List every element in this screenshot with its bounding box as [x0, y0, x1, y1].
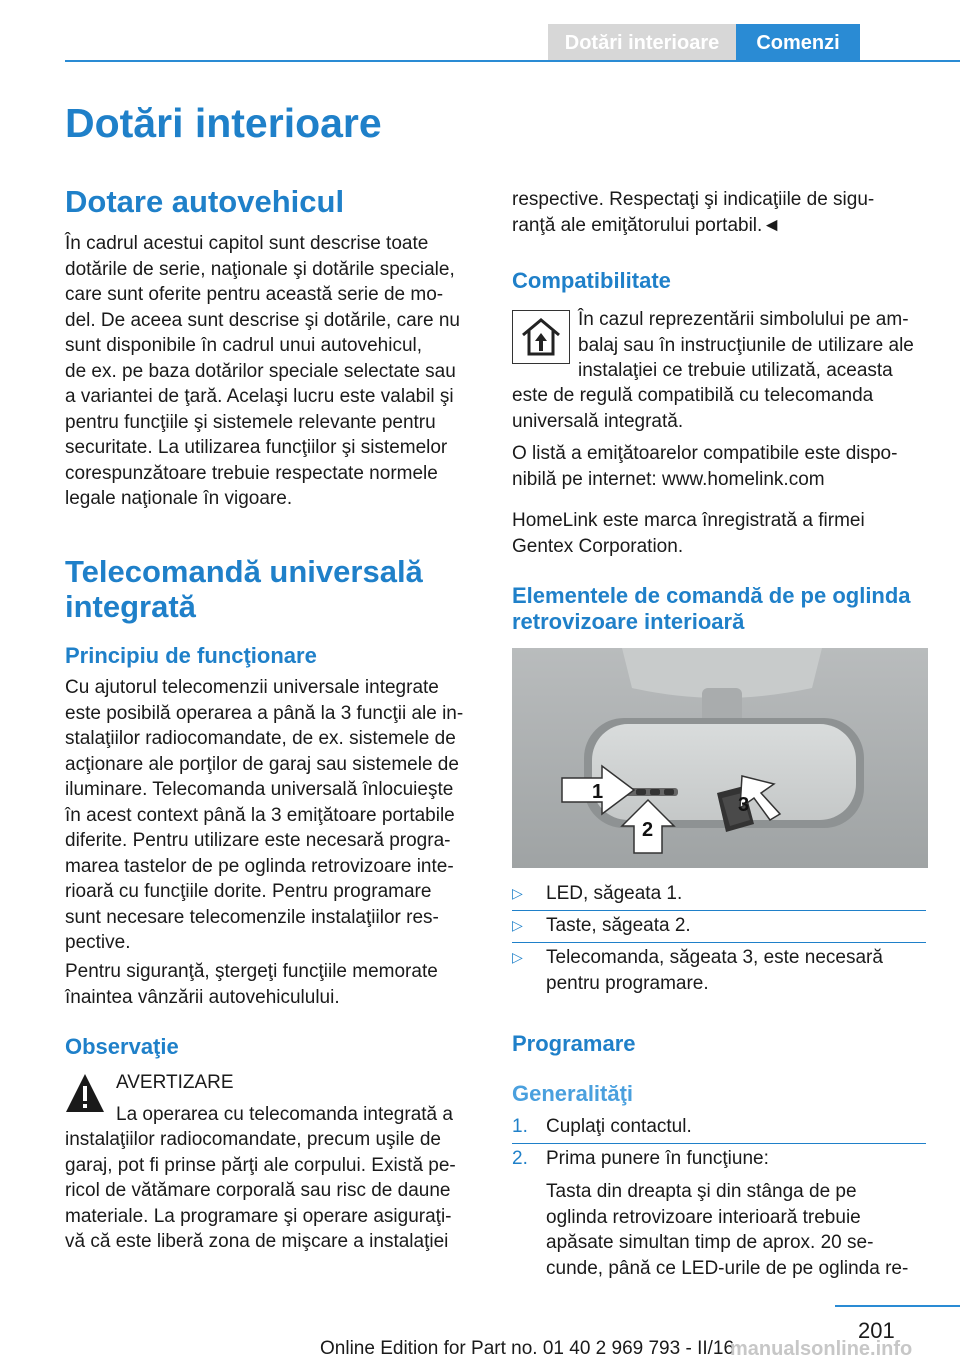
safety-paragraph: Pentru siguranţă, ştergeţi funcţiile memorate înaintea vânzării autovehiculului.: [65, 961, 438, 1008]
section1-paragraph: În cadrul acestui capitol sunt descrise toate dotările de serie, naţionale şi dotările speciale, care sunt oferite pentru această serie de mo‐ del. De aceea sunt descrise şi dotările, care nu sunt disponibile în cadrul unui autovehicul, de ex. pe baza dotărilor speciale selectate sau a variantei de ţară. Acelaşi lucru este valabil şi pentru funcţiile şi sistemele relevante pentru securitate. La utilizarea funcţiilor şi sistemelor corespunzătoare trebuie respectate normele legale naţionale în vigoare.: [65, 233, 460, 509]
section-heading-universal-remote: Telecomandă universală integrată: [65, 554, 423, 624]
principle-paragraph: Cu ajutorul telecomenzii universale integrate este posibilă operarea a până la 3 funcţii ale in‐ stalaţiilor radiocomandate, de ex. sistemele de acţionare ale porţilor de garaj sau sistemele de iluminare. Telecomanda universală înlocuieşte în acest context până la 3 emiţătoare portabile diferite. Pentru utilizare este necesară progra‐ marea tastelor de pe oglinda retrovizoare inte‐ rioară cu funcţiile dorite. Pentru programare sunt necesare telecomenzile instalaţiilor res‐ pective.: [65, 677, 464, 953]
header-chapter-tab: Comenzi: [736, 24, 860, 60]
header-rule: [65, 60, 960, 62]
compatibility-text: este de regulă compatibilă cu telecomanda universală integrată.: [512, 385, 874, 432]
bullet-marker-icon: ▷: [512, 917, 523, 933]
compatibility-text-indented: În cazul reprezentării simbolului pe am‐ balaj sau în instrucţiunile de utilizare ale instalaţiei ce trebuie utilizată, aceasta: [578, 309, 914, 381]
edition-text: Online Edition for Part no. 01 40 2 969 793 - II/16: [320, 1338, 735, 1359]
subheading-programming: Programare: [512, 1031, 636, 1056]
warning-text: instalaţiilor radiocomandate, precum uşile de garaj, pot fi prinse părţi ale corpului. Există pe‐ ricol de vătămare corporală sau risc de daune materiale. La programare şi operare asiguraţi- vă că este liberă zona de mişcare a instalaţiei: [65, 1129, 456, 1252]
subheading-compatibility: Compatibilitate: [512, 268, 671, 293]
warning-title: AVERTIZARE: [116, 1072, 234, 1093]
header-section-tab: Dotări interioare: [548, 24, 736, 60]
trademark-text: HomeLink este marca înregistrată a firmei Gentex Corporation.: [512, 510, 865, 557]
bullet-marker-icon: ▷: [512, 885, 523, 901]
warning-continuation: respective. Respectaţi şi indicaţiile de sigu‐ ranţă ale emiţătorului portabil.◄: [512, 189, 875, 236]
subheading-general: Generalităţi: [512, 1081, 634, 1106]
watermark: manualsonline.info: [730, 1338, 913, 1360]
callout-2: 2: [642, 819, 654, 841]
warning-icon: [65, 1072, 105, 1114]
footer-rule: [835, 1305, 960, 1307]
page-title: Dotări interioare: [65, 100, 382, 146]
divider: [512, 1143, 926, 1144]
callout-1: 1: [592, 781, 604, 803]
callout-3: 3: [738, 794, 750, 816]
warning-text-first: La operarea cu telecomanda integrată a: [116, 1104, 453, 1125]
divider: [512, 942, 926, 943]
step-2-details: Tasta din dreapta şi din stânga de pe oglinda retrovizoare interioară trebuie apăsate simultan timp de aprox. 20 se‐ cunde, până ce LED-urile de pe oglinda re‐: [546, 1181, 909, 1279]
divider: [512, 910, 926, 911]
compatibility-symbol-box: [512, 310, 570, 364]
section-heading-vehicle-equipment: Dotare autovehicul: [65, 184, 345, 219]
subheading-mirror-controls: Elementele de comandă de pe oglinda retrovizoare interioară: [512, 583, 911, 634]
page-number: 201: [858, 1318, 895, 1343]
bullet-marker-icon: ▷: [512, 949, 523, 965]
subheading-principle: Principiu de funcţionare: [65, 643, 317, 668]
compatible-list-text: O listă a emiţătoarelor compatibile este dispo‐ nibilă pe internet: www.homelink.com: [512, 443, 898, 490]
subheading-note: Observaţie: [65, 1034, 179, 1059]
mirror-illustration: [512, 648, 928, 868]
garage-home-icon: [513, 311, 569, 363]
